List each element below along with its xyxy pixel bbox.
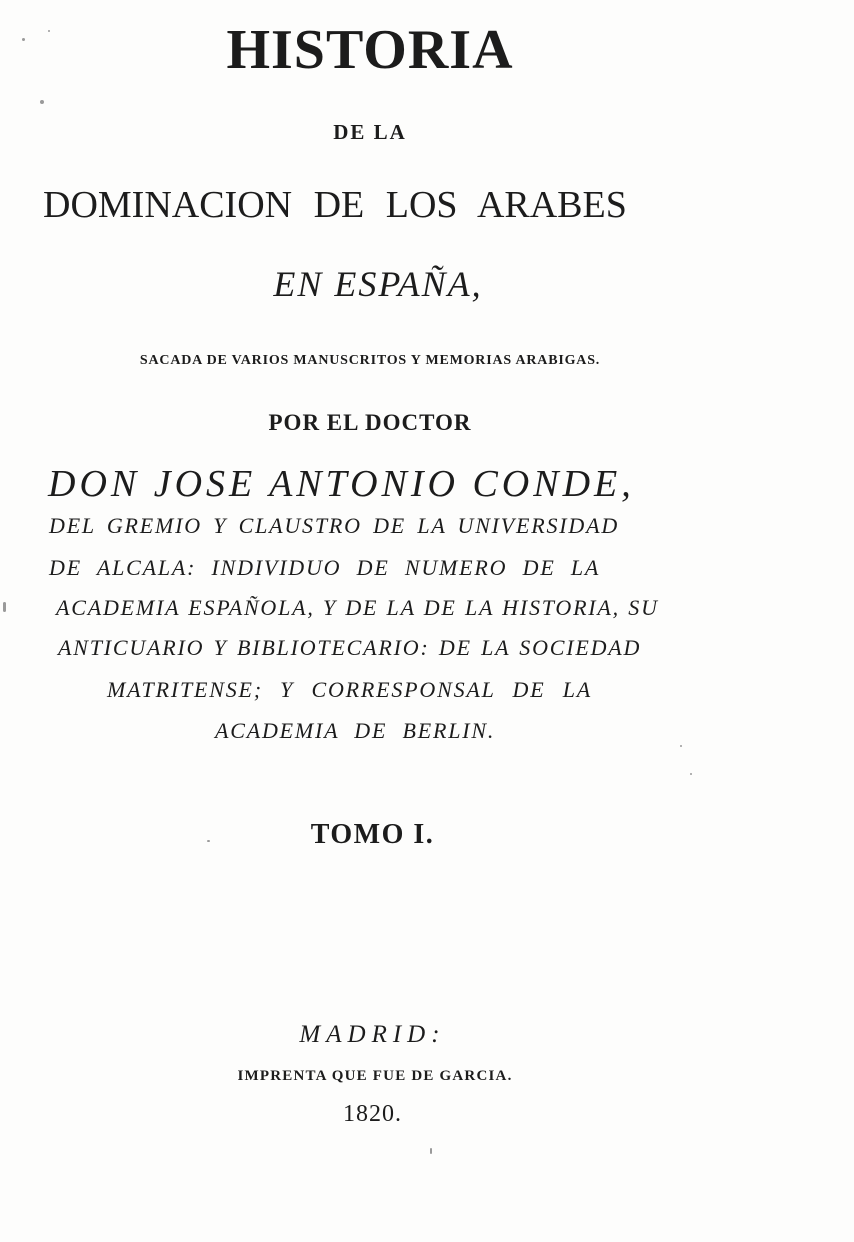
author-credential-line: ANTICUARIO Y BIBLIOTECARIO: DE LA SOCIEDAD [58, 635, 642, 660]
author-credential-line: MATRITENSE; Y CORRESPONSAL DE LA [107, 677, 593, 702]
paper-speck [40, 100, 44, 104]
author-credential-line: DEL GREMIO Y CLAUSTRO DE LA UNIVERSIDAD [49, 513, 620, 538]
volume-label: TOMO I. [310, 819, 435, 850]
paper-speck [207, 840, 210, 842]
place-line: EN ESPAÑA, [273, 264, 483, 304]
by-line: POR EL DOCTOR [268, 410, 472, 435]
author-credential-line: DE ALCALA: INDIVIDUO DE NUMERO DE LA [49, 555, 601, 580]
paper-speck [3, 602, 6, 612]
paper-speck [22, 38, 25, 41]
paper-speck [690, 773, 692, 775]
subject-line: DOMINACION DE LOS ARABES [43, 184, 627, 226]
imprint-year: 1820. [343, 1101, 402, 1127]
author-credential-line: ACADEMIA ESPAÑOLA, Y DE LA DE LA HISTORIA, SU [56, 595, 659, 620]
paper-speck [680, 745, 682, 747]
book-title: HISTORIA [226, 19, 514, 81]
imprint-printer: IMPRENTA QUE FUE DE GARCIA. [237, 1068, 513, 1084]
author-name: DON JOSE ANTONIO CONDE, [48, 463, 635, 505]
source-line: SACADA DE VARIOS MANUSCRITOS Y MEMORIAS ARABIGAS. [139, 353, 601, 368]
title-connector: DE LA [333, 120, 407, 144]
paper-speck [430, 1148, 432, 1154]
author-credential-line: ACADEMIA DE BERLIN. [215, 718, 496, 743]
paper-speck [48, 30, 50, 32]
imprint-city: MADRID: [299, 1021, 446, 1048]
